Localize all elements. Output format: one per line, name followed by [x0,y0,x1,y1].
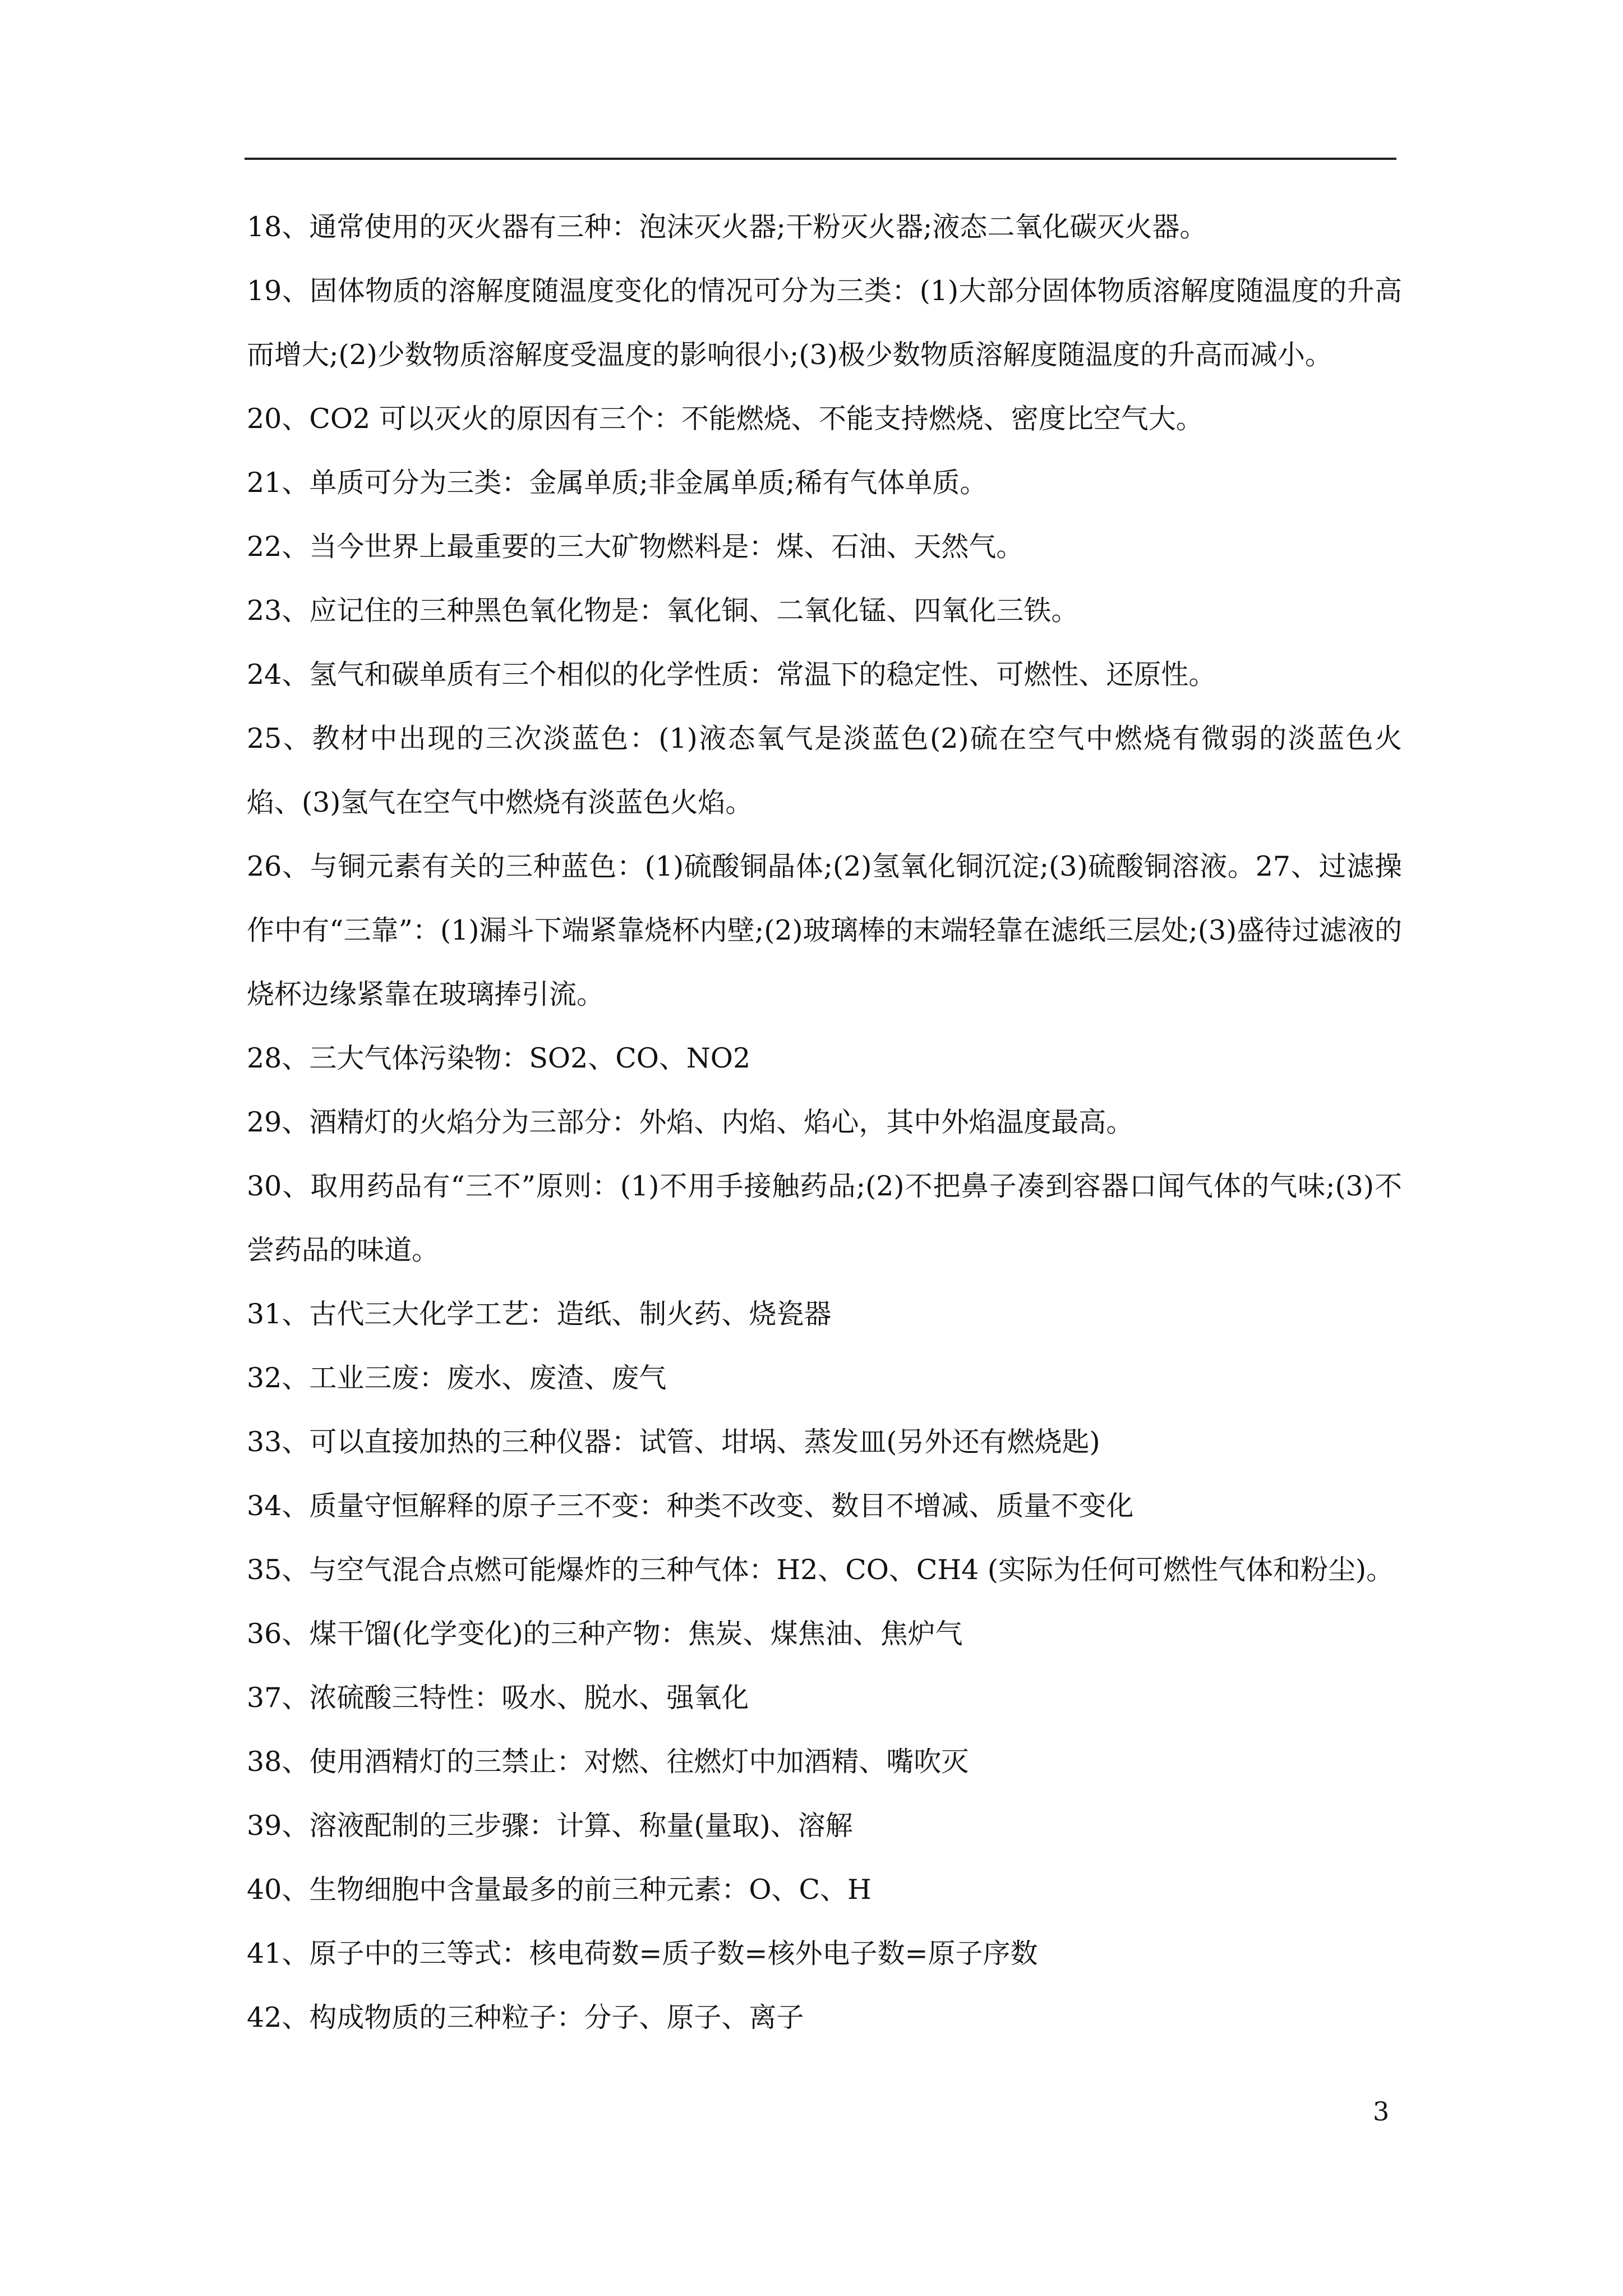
paragraph-32: 32、工业三废：废水、废渣、废气 [247,1362,667,1394]
paragraph-40: 40、生物细胞中含量最多的前三种元素：O、C、H [247,1874,872,1906]
paragraph-26-27: 26、与铜元素有关的三种蓝色：(1)硫酸铜晶体;(2)氢氧化铜沉淀;(3)硫酸铜溶液。27、过滤操作中有“三靠”：(1)漏斗下端紧靠烧杯内壁;(2)玻璃棒的末端轻靠在滤纸三层处;(3)盛待过滤液的烧杯边缘紧靠在玻璃捧引流。 [247,850,1402,1010]
paragraph-41: 41、原子中的三等式：核电荷数=质子数=核外电子数=原子序数 [247,1938,1038,1970]
paragraph-20: 20、CO2 可以灭火的原因有三个：不能燃烧、不能支持燃烧、密度比空气大。 [247,403,1204,435]
paragraph-23: 23、应记住的三种黑色氧化物是：氧化铜、二氧化锰、四氧化三铁。 [247,595,1079,627]
paragraph-33: 33、可以直接加热的三种仪器：试管、坩埚、蒸发皿(另外还有燃烧匙) [247,1426,1100,1458]
paragraph-42: 42、构成物质的三种粒子：分子、原子、离子 [247,2001,804,2033]
paragraph-38: 38、使用酒精灯的三禁止：对燃、往燃灯中加酒精、嘴吹灭 [247,1746,969,1778]
paragraph-31: 31、古代三大化学工艺：造纸、制火药、烧瓷器 [247,1298,832,1330]
paragraph-22: 22、当今世界上最重要的三大矿物燃料是：煤、石油、天然气。 [247,531,1024,563]
paragraph-35: 35、与空气混合点燃可能爆炸的三种气体：H2、CO、CH4 (实际为任何可燃性气体和粉尘)。 [247,1554,1394,1586]
paragraph-34: 34、质量守恒解释的原子三不变：种类不改变、数目不增减、质量不变化 [247,1490,1134,1522]
page-number: 3 [1373,2096,1390,2127]
header-rule [245,158,1396,160]
paragraph-37: 37、浓硫酸三特性：吸水、脱水、强氧化 [247,1682,749,1714]
paragraph-24: 24、氢气和碳单质有三个相似的化学性质：常温下的稳定性、可燃性、还原性。 [247,659,1216,691]
paragraph-18: 18、通常使用的灭火器有三种：泡沫灭火器;干粉灭火器;液态二氧化碳灭火器。 [247,211,1207,243]
paragraph-29: 29、酒精灯的火焰分为三部分：外焰、内焰、焰心，其中外焰温度最高。 [247,1106,1134,1138]
paragraph-30: 30、取用药品有“三不”原则：(1)不用手接触药品;(2)不把鼻子凑到容器口闻气体的气味;(3)不尝药品的味道。 [247,1170,1402,1266]
document-body [247,195,1402,2050]
paragraph-36: 36、煤干馏(化学变化)的三种产物：焦炭、煤焦油、焦炉气 [247,1618,963,1650]
paragraph-21: 21、单质可分为三类：金属单质;非金属单质;稀有气体单质。 [247,467,988,499]
paragraph-39: 39、溶液配制的三步骤：计算、称量(量取)、溶解 [247,1810,853,1842]
paragraph-25: 25、教材中出现的三次淡蓝色：(1)液态氧气是淡蓝色(2)硫在空气中燃烧有微弱的淡蓝色火焰、(3)氢气在空气中燃烧有淡蓝色火焰。 [247,723,1402,818]
paragraph-28: 28、三大气体污染物：SO2、CO、NO2 [247,1042,751,1074]
paragraph-19: 19、固体物质的溶解度随温度变化的情况可分为三类：(1)大部分固体物质溶解度随温度的升高而增大;(2)少数物质溶解度受温度的影响很小;(3)极少数物质溶解度随温度的升高而减小。 [247,275,1402,371]
